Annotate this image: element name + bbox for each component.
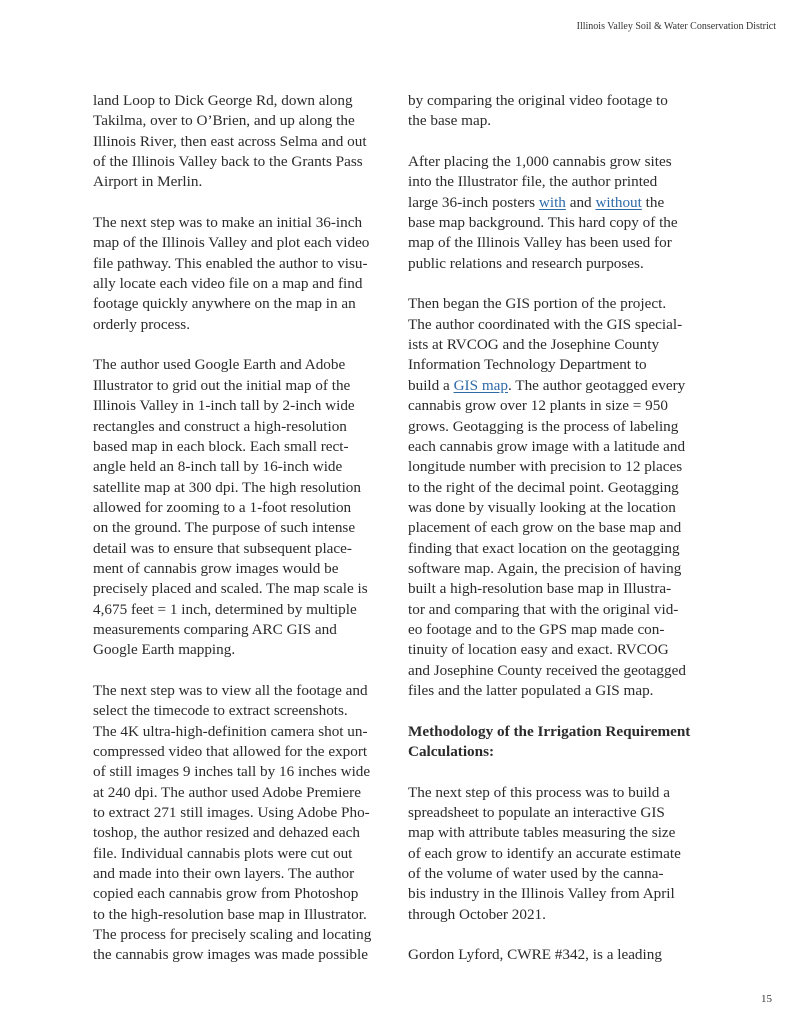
- text-line: of the Illinois Valley back to the Grants Pass: [93, 153, 363, 171]
- text-line: was done by visually looking at the location: [408, 498, 676, 516]
- heading-line: Methodology of the Irrigation Requirement: [408, 722, 691, 740]
- text: the: [641, 193, 665, 211]
- text-line: placement of each grow on the base map and: [408, 519, 682, 537]
- text-line: base map background. This hard copy of the: [408, 214, 678, 232]
- text-line: file. Individual cannabis plots were cut out: [93, 844, 353, 862]
- paragraph: [408, 152, 710, 274]
- text-line: of still images 9 inches tall by 16 inches wide: [93, 763, 371, 781]
- text-line: to extract 271 still images. Using Adobe Pho-: [93, 804, 370, 822]
- paragraph: [408, 91, 710, 132]
- paragraph: [408, 294, 710, 701]
- text-line: The next step was to view all the footage and: [93, 681, 368, 699]
- text-line: spreadsheet to populate an interactive GIS: [408, 804, 665, 822]
- text-line: on the ground. The purpose of such intense: [93, 519, 356, 537]
- text-line: of the volume of water used by the canna-: [408, 865, 664, 883]
- text-line: at 240 dpi. The author used Adobe Premiere: [93, 783, 361, 801]
- text-line: finding that exact location on the geotagging: [408, 539, 680, 557]
- text-line: Then began the GIS portion of the project.: [408, 295, 667, 313]
- text: build a: [408, 376, 454, 394]
- text-line: bis industry in the Illinois Valley from April: [408, 885, 675, 903]
- text-line: each cannabis grow image with a latitude and: [408, 437, 686, 455]
- text-line: longitude number with precision to 12 places: [408, 458, 683, 476]
- text-line: file pathway. This enabled the author to visu-: [93, 254, 368, 272]
- paragraph: [408, 945, 710, 965]
- right-column: [408, 91, 710, 966]
- text-line: The 4K ultra-high-definition camera shot un-: [93, 722, 368, 740]
- paragraph-gap: [408, 274, 710, 294]
- left-column: [93, 91, 395, 966]
- text-line: Takilma, over to O’Brien, and up along the: [93, 112, 355, 130]
- text-line: The process for precisely scaling and locating: [93, 926, 372, 944]
- text-line: through October 2021.: [408, 905, 546, 923]
- text-line: ment of cannabis grow images would be: [93, 559, 339, 577]
- text-line: and made into their own layers. The author: [93, 865, 355, 883]
- running-header: Illinois Valley Soil & Water Conservation District: [576, 21, 776, 32]
- text-line: files and the latter populated a GIS map.: [408, 681, 654, 699]
- text-line: 4,675 feet = 1 inch, determined by multiple: [93, 600, 357, 618]
- text-line: of each grow to identify an accurate estimate: [408, 844, 681, 862]
- text-line: ists at RVCOG and the Josephine County: [408, 336, 660, 354]
- link-gis-map[interactable]: GIS map: [453, 376, 508, 394]
- text-line: built a high-resolution base map in Illustra-: [408, 580, 672, 598]
- text-line: based map in each block. Each small rect-: [93, 437, 349, 455]
- text-line: grows. Geotagging is the process of labeling: [408, 417, 679, 435]
- text-line: Airport in Merlin.: [93, 173, 203, 191]
- text-line: compressed video that allowed for the export: [93, 743, 368, 760]
- heading-line: Calculations:: [408, 743, 495, 760]
- text-line: cannabis grow over 12 plants in size = 950: [408, 397, 668, 415]
- text-line: measurements comparing ARC GIS and: [93, 620, 337, 638]
- link-with[interactable]: with: [538, 193, 566, 211]
- text-line: ally locate each video file on a map and find: [93, 275, 363, 293]
- text: and: [565, 193, 596, 211]
- text-line: land Loop to Dick George Rd, down along: [93, 92, 353, 109]
- paragraph-gap: [408, 925, 710, 945]
- text-line: satellite map at 300 dpi. The high resolution: [93, 478, 361, 496]
- text: large 36-inch posters: [408, 193, 539, 211]
- text-line: Information Technology Department to: [408, 356, 647, 374]
- text-line: [408, 376, 710, 396]
- text-line: allowed for zooming to a 1-foot resolution: [93, 498, 352, 516]
- text-line: Gordon Lyford, CWRE #342, is a leading: [408, 946, 662, 964]
- text-line: rectangles and construct a high-resolution: [93, 417, 347, 435]
- text-line: public relations and research purposes.: [408, 254, 644, 272]
- link-without[interactable]: without: [595, 193, 642, 211]
- text-line: the base map.: [408, 112, 492, 130]
- paragraph-gap: [93, 661, 395, 681]
- text-line: map of the Illinois Valley and plot each video: [93, 234, 370, 252]
- text-line: and Josephine County received the geotagged: [408, 661, 686, 679]
- paragraph-gap: [93, 193, 395, 213]
- text-line: orderly process.: [93, 315, 190, 333]
- text-line: After placing the 1,000 cannabis grow sites: [408, 153, 672, 171]
- page-number: 15: [761, 993, 772, 1005]
- text-line: tor and comparing that with the original vid-: [408, 600, 679, 618]
- text-line: map with attribute tables measuring the size: [408, 824, 676, 842]
- paragraph-gap: [408, 132, 710, 152]
- text-line: [408, 193, 710, 213]
- text-line: The next step was to make an initial 36-inch: [93, 214, 363, 232]
- section-heading: [408, 722, 710, 763]
- text-line: Google Earth mapping.: [93, 641, 236, 659]
- text-line: The author used Google Earth and Adobe: [93, 356, 346, 374]
- text-line: Illustrator to grid out the initial map of the: [93, 376, 351, 394]
- text-line: to the right of the decimal point. Geotagging: [408, 478, 679, 496]
- paragraph-gap: [408, 701, 710, 721]
- text-line: tinuity of location easy and exact. RVCOG: [408, 641, 669, 659]
- text-line: toshop, the author resized and dehazed each: [93, 824, 360, 842]
- paragraph-gap: [408, 762, 710, 782]
- text-line: map of the Illinois Valley has been used for: [408, 234, 672, 252]
- text-line: The author coordinated with the GIS special-: [408, 315, 683, 333]
- text-line: eo footage and to the GPS map made con-: [408, 620, 665, 638]
- text-line: angle held an 8-inch tall by 16-inch wide: [93, 458, 343, 476]
- text-line: The next step of this process was to build a: [408, 783, 670, 801]
- text-line: Illinois River, then east across Selma and out: [93, 132, 367, 150]
- text-line: detail was to ensure that subsequent place-: [93, 539, 352, 557]
- text-line: precisely placed and scaled. The map scale is: [93, 580, 368, 598]
- text-line: into the Illustrator file, the author printed: [408, 173, 658, 191]
- text-line: footage quickly anywhere on the map in an: [93, 295, 356, 313]
- text-line: select the timecode to extract screenshots.: [93, 702, 348, 720]
- text: . The author geotagged every: [507, 376, 686, 394]
- paragraph-gap: [93, 335, 395, 355]
- text-line: Illinois Valley in 1-inch tall by 2-inch wide: [93, 397, 355, 415]
- paragraph-continuation: [408, 396, 710, 701]
- text-line: copied each cannabis grow from Photoshop: [93, 885, 359, 903]
- text-line: by comparing the original video footage to: [408, 92, 668, 109]
- text-line: the cannabis grow images was made possible: [93, 946, 368, 964]
- paragraph: [408, 783, 710, 925]
- text-line: to the high-resolution base map in Illustrator.: [93, 905, 367, 923]
- text-line: software map. Again, the precision of having: [408, 559, 682, 577]
